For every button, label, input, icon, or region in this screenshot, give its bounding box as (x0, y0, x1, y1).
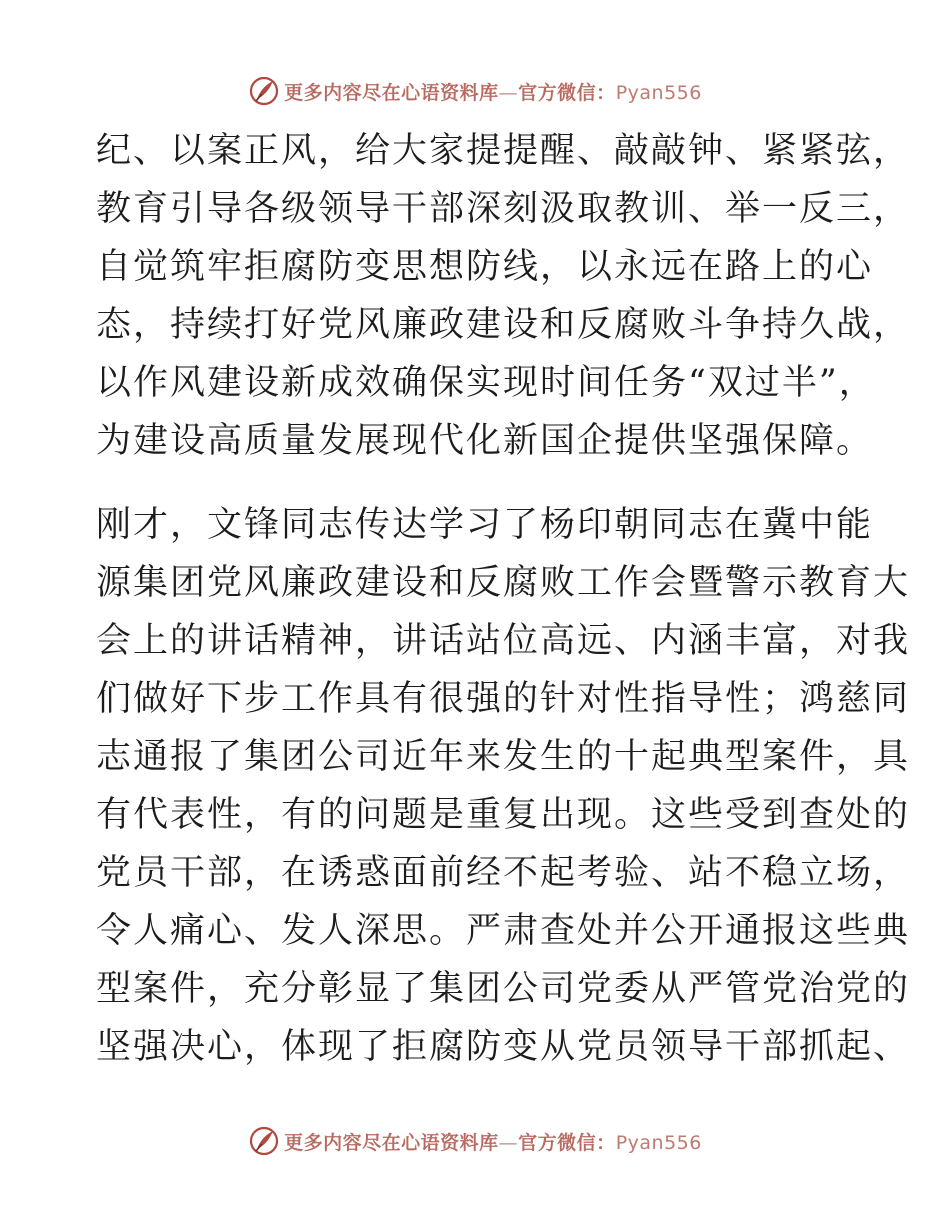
watermark-main-text: 更多内容尽在心语资料库 (284, 81, 499, 104)
text-line: 们做好下步工作具有很强的针对性指导性；鸿慈同 (96, 679, 911, 719)
text-line: 刚才，文锋同志传达学习了杨印朝同志在冀中能 (96, 505, 874, 545)
paragraph-gap (96, 470, 856, 496)
watermark-main-text: 更多内容尽在心语资料库 (284, 1131, 499, 1154)
watermark-separator: — (498, 1131, 519, 1154)
text-line: 有代表性，有的问题是重复出现。这些受到查处的 (96, 795, 911, 835)
footer-watermark (0, 1121, 950, 1161)
text-line: 会上的讲话精神，讲话站位高远、内涵丰富，对我 (96, 621, 911, 661)
watermark-text (284, 78, 702, 105)
watermark-wechat-id: Pyan556 (615, 81, 702, 104)
watermark-secondary-text: 官方微信： (518, 1131, 616, 1154)
feather-pen-logo-icon (248, 75, 280, 107)
text-line: 志通报了集团公司近年来发生的十起典型案件，具 (96, 737, 911, 777)
paragraph-2 (96, 496, 911, 1076)
text-line: 纪、以案正风，给大家提提醒、敲敲钟、紧紧弦， (96, 131, 911, 171)
watermark-text (284, 1128, 702, 1155)
watermark-wechat-id: Pyan556 (615, 1131, 702, 1154)
header-watermark (0, 71, 950, 111)
text-line: 型案件，充分彰显了集团公司党委从严管党治党的 (96, 969, 911, 1009)
text-line: 党员干部，在诱惑面前经不起考验、站不稳立场， (96, 853, 911, 893)
text-line: 态，持续打好党风廉政建设和反腐败斗争持久战， (96, 305, 911, 345)
text-line: 坚强决心，体现了拒腐防变从党员领导干部抓起、 (96, 1027, 911, 1067)
text-line: 自觉筑牢拒腐防变思想防线，以永远在路上的心 (96, 247, 874, 287)
text-line: 教育引导各级领导干部深刻汲取教训、举一反三， (96, 189, 911, 229)
watermark-separator: — (498, 81, 519, 104)
text-line: 以作风建设新成效确保实现时间任务“双过半”， (96, 363, 876, 403)
text-line: 源集团党风廉政建设和反腐败工作会暨警示教育大 (96, 563, 911, 603)
watermark-secondary-text: 官方微信： (518, 81, 616, 104)
text-line: 令人痛心、发人深思。严肃查处并公开通报这些典 (96, 911, 911, 951)
text-line: 为建设高质量发展现代化新国企提供坚强保障。 (96, 421, 874, 461)
paragraph-1 (96, 122, 911, 470)
feather-pen-logo-icon (248, 1125, 280, 1157)
document-body (96, 122, 911, 1076)
